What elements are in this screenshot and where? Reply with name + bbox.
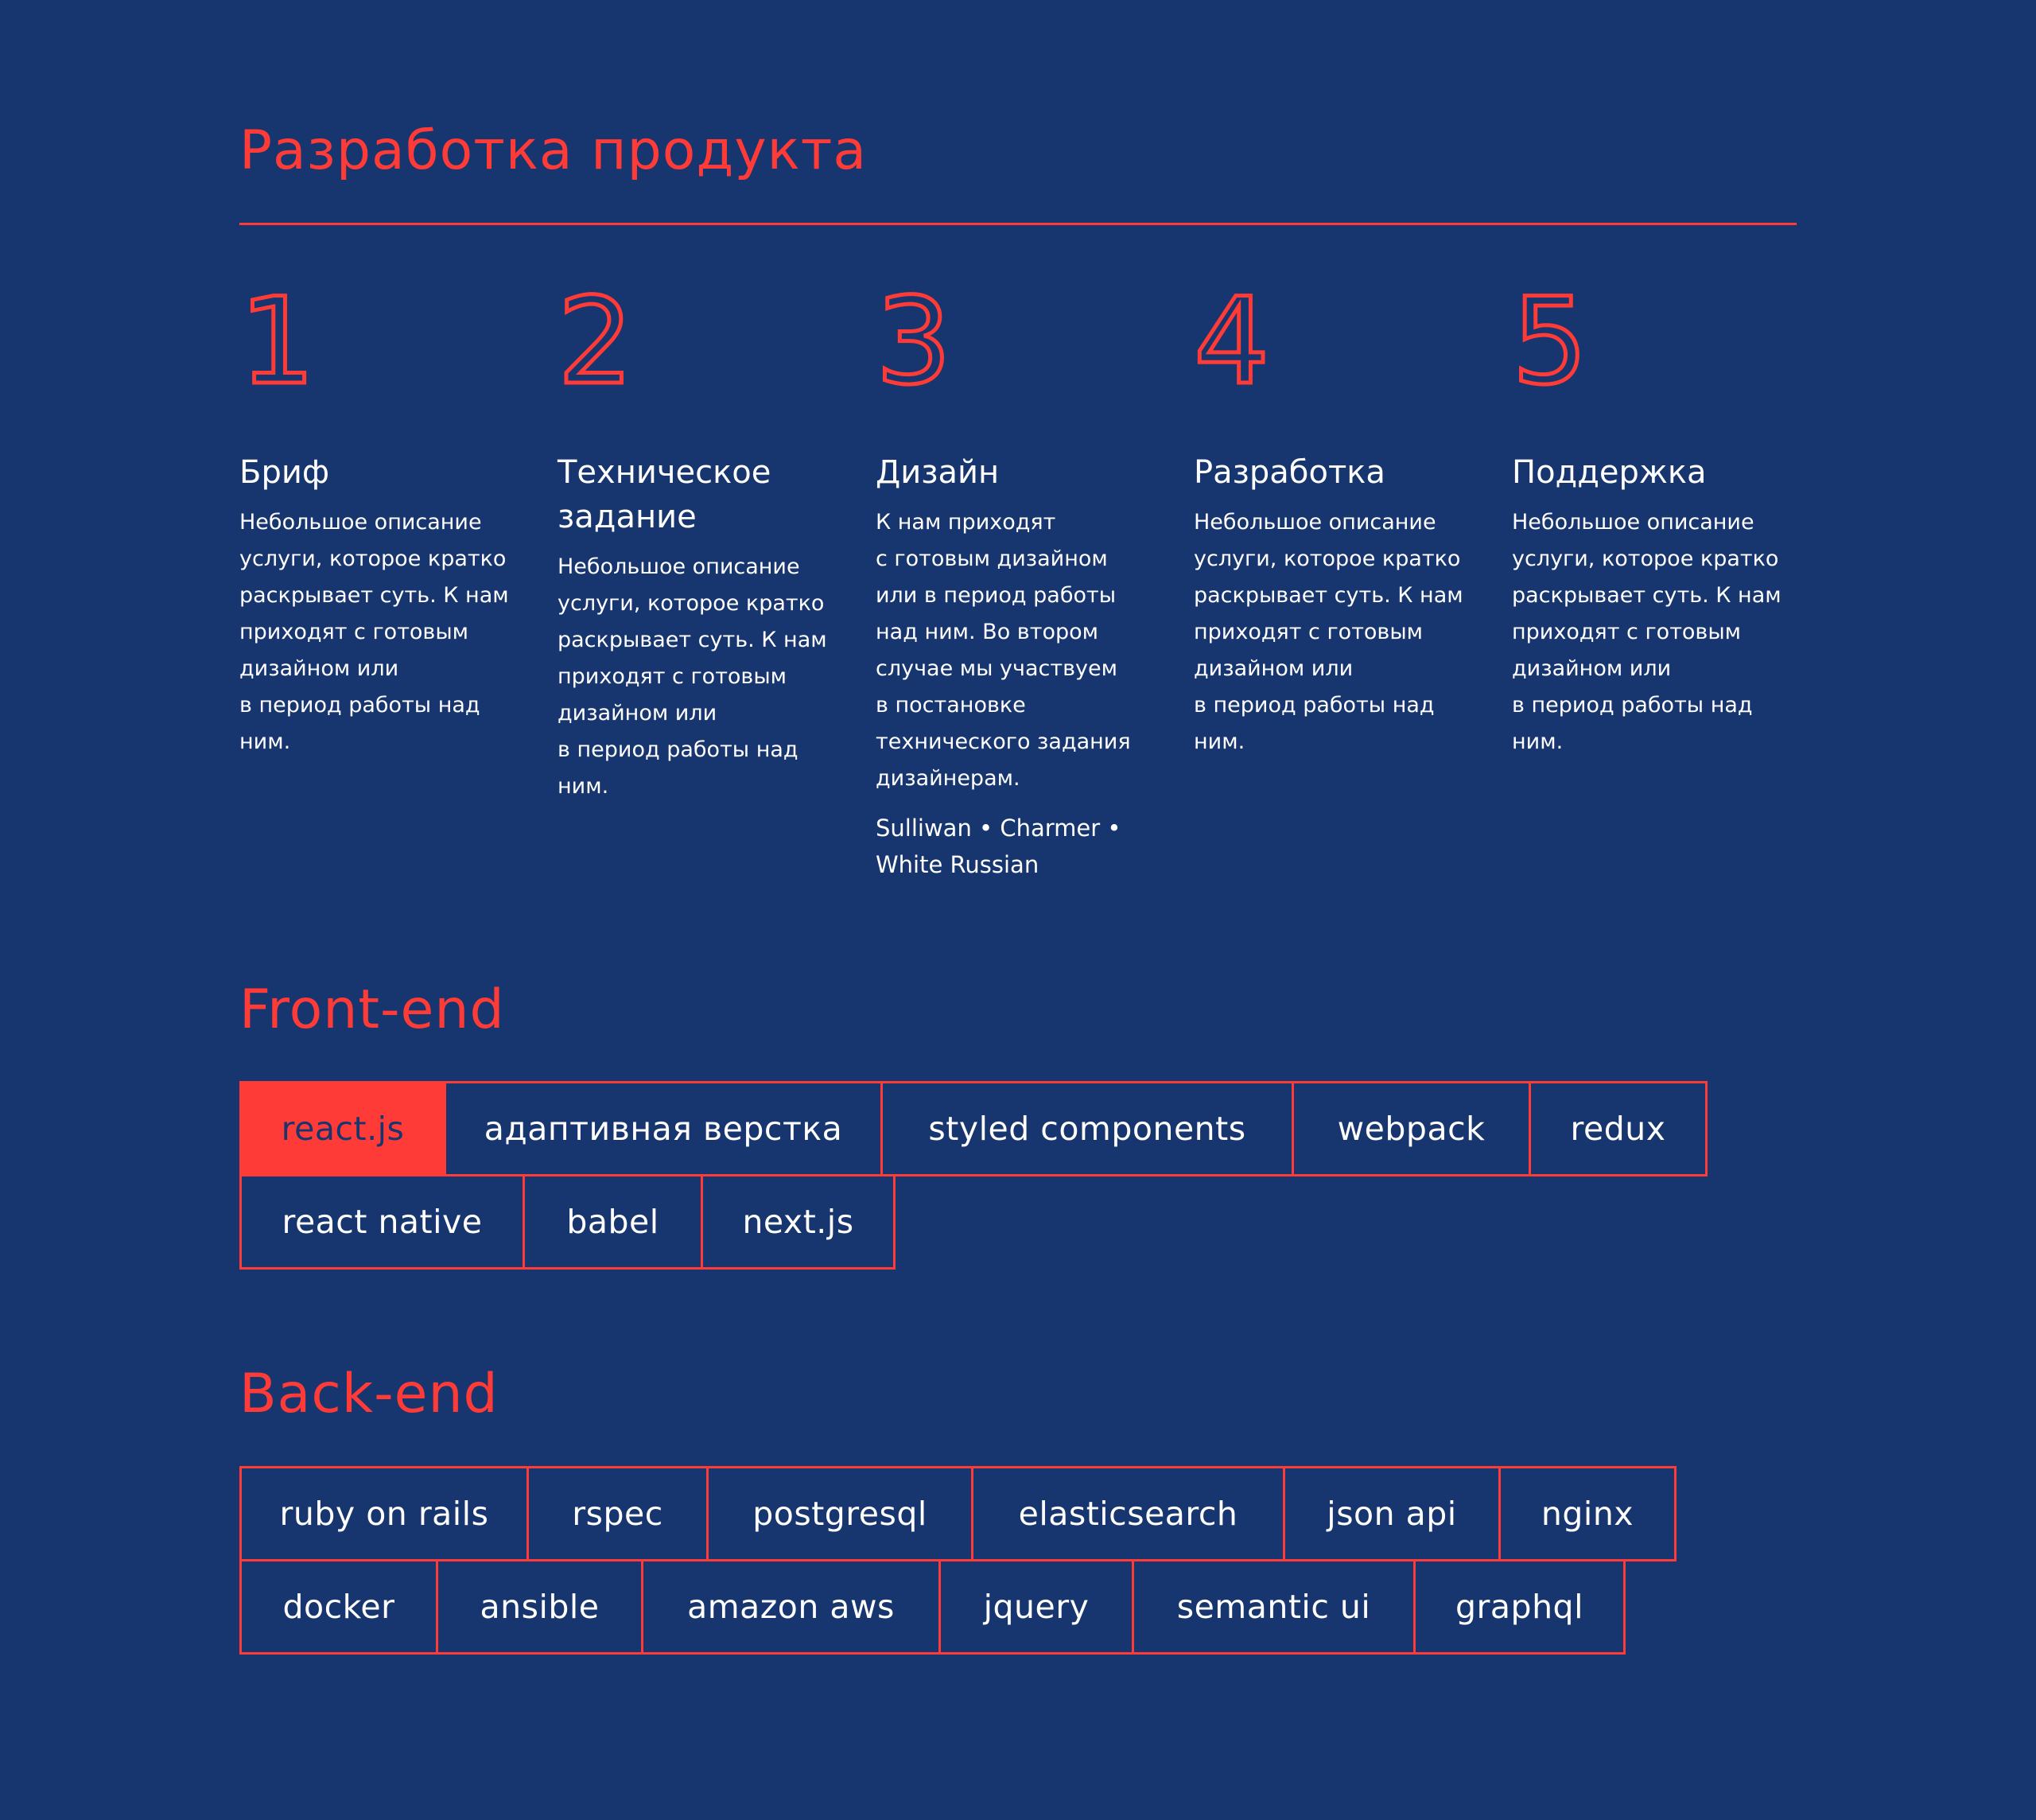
step-title: Поддержка [1512,454,1707,491]
tag-styled-components[interactable]: styled components [880,1081,1294,1176]
backend-tags [239,1466,1677,1655]
step-description: Небольшое описание услуги, которое кратко раскрывает суть. К нам приходят с готовым дизайном или в период работы над ним. [239,510,509,754]
tag-nginx[interactable]: nginx [1498,1466,1677,1561]
tag-ruby-on-rails[interactable]: ruby on rails [239,1466,529,1561]
step-number: 4 [1194,273,1270,411]
process-steps [239,273,1798,907]
tag-adaptive-layout[interactable]: адаптивная верстка [444,1081,883,1176]
step-description: Небольшое описание услуги, которое кратко раскрывает суть. К нам приходят с готовым дизайном или в период работы над ним. [1194,510,1463,754]
title-divider [239,223,1797,225]
tag-row [239,1174,1708,1270]
tag-postgresql[interactable]: postgresql [706,1466,973,1561]
product-development-title: Разработка продукта [239,119,868,182]
tag-react-native[interactable]: react native [239,1174,525,1270]
tag-babel[interactable]: babel [523,1174,703,1270]
step-design-partners: Sulliwan • Charmer • White Russian [876,815,1121,878]
step-title: Бриф [239,454,330,491]
step-support [1512,273,1806,760]
tag-webpack[interactable]: webpack [1292,1081,1531,1176]
step-title: Техническое задание [558,454,771,535]
step-description: Небольшое описание услуги, которое кратко раскрывает суть. К нам приходят с готовым дизайном или в период работы над ним. [558,554,827,799]
tag-ansible[interactable]: ansible [436,1559,643,1655]
tag-rspec[interactable]: rspec [526,1466,709,1561]
step-title: Дизайн [876,454,1000,491]
tag-elasticsearch[interactable]: elasticsearch [971,1466,1285,1561]
tag-row [239,1466,1677,1561]
tag-semantic-ui[interactable]: semantic ui [1132,1559,1416,1655]
step-title: Разработка [1194,454,1385,491]
tag-next-js[interactable]: next.js [701,1174,896,1270]
step-description: К нам приходят с готовым дизайном или в период работы над ним. Во втором случае мы участвуем в постановке технического задания дизайнерам. [876,510,1131,791]
step-description: Небольшое описание услуги, которое кратко раскрывает суть. К нам приходят с готовым дизайном или в период работы над ним. [1512,510,1782,754]
step-brief [239,273,534,760]
step-technical-spec [558,273,852,805]
frontend-tags [239,1081,1708,1270]
tag-graphql[interactable]: graphql [1413,1559,1626,1655]
frontend-title: Front-end [239,978,505,1041]
tag-jquery[interactable]: jquery [938,1559,1134,1655]
step-development [1194,273,1488,760]
step-number: 3 [876,273,952,411]
step-number: 5 [1512,273,1588,411]
tag-docker[interactable]: docker [239,1559,438,1655]
tag-json-api[interactable]: json api [1283,1466,1501,1561]
tag-row [239,1081,1708,1176]
tag-react-js[interactable]: react.js [239,1081,446,1176]
step-number: 2 [558,273,634,411]
tag-row [239,1559,1677,1655]
step-number: 1 [239,273,316,411]
backend-title: Back-end [239,1363,499,1425]
tag-amazon-aws[interactable]: amazon aws [641,1559,941,1655]
tag-redux[interactable]: redux [1529,1081,1708,1176]
step-design [876,273,1170,883]
